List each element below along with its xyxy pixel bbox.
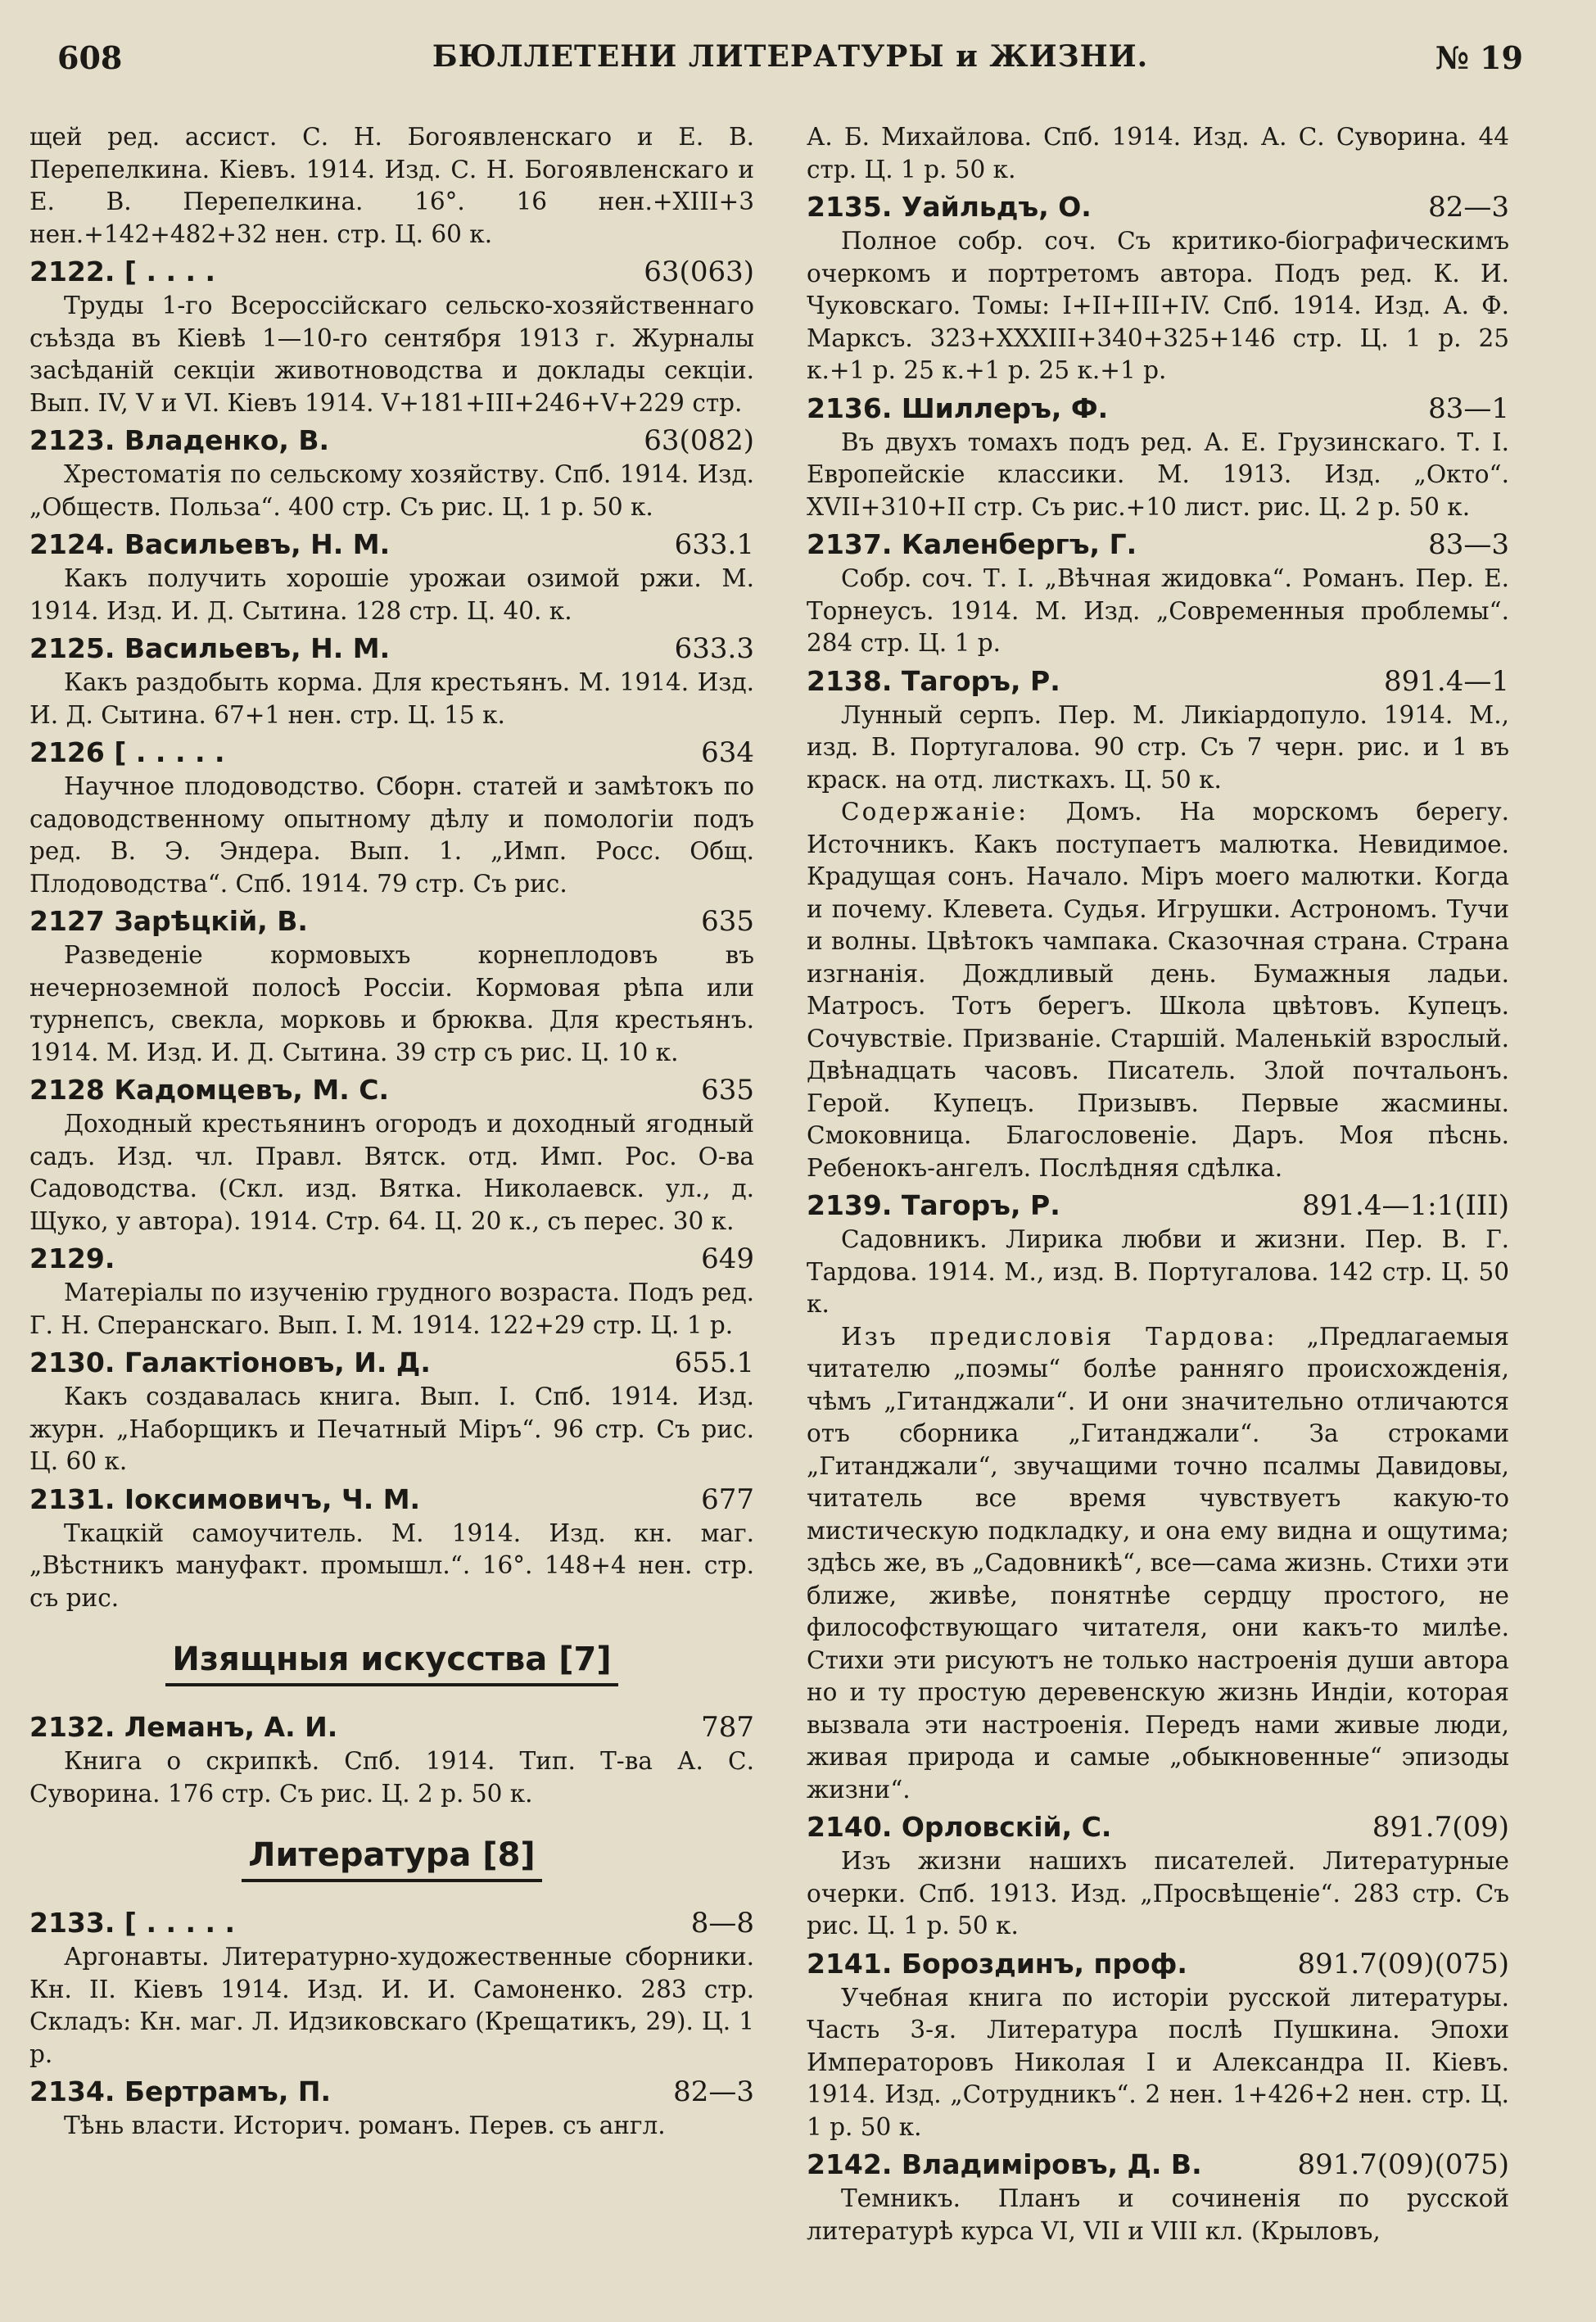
entry-number-author: 2138. Тагоръ, Р. (807, 664, 1060, 697)
classification-code: 63(063) (644, 256, 754, 288)
entry-2127 (29, 903, 754, 1069)
entry-body: Садовникъ. Лирика любви и жизни. Пер. В. Г. Тардова. 1914. М., изд. В. Португалова. 142 стр. Ц. 50 к. (807, 1225, 1509, 1318)
classification-code: 634 (701, 736, 754, 769)
page-number: 608 (57, 39, 123, 76)
classification-code: 8—8 (690, 1907, 754, 1940)
entry-body: щей ред. ассист. С. Н. Богоявленскаго и Е. В. Перепелкина. Кіевъ. 1914. Изд. С. Н. Богоявленскаго и Е. В. Перепелкина. 16°. 16 нен.+XIII+3 нен.+142+482+32 нен. стр. Ц. 60 к. (29, 123, 754, 248)
entry-header (807, 663, 1509, 699)
entry-number-author: 2124. Васильевъ, Н. М. (29, 528, 391, 560)
entry-2137 (807, 527, 1509, 660)
entry-body: Полное собр. соч. Съ критико-біографическимъ очеркомъ и портретомъ автора. Подъ ред. К. И. Чуковскаго. Томы: I+II+III+IV. Спб. 1914. Изд. А. Ф. Марксъ. 323+XXXIII+340+325+146 стр. Ц. 1 р. 25 к.+1 р. 25 к.+1 р. 25 к.+1 р. (807, 227, 1509, 384)
classification-code: 82—3 (1428, 191, 1509, 224)
classification-code: 633.3 (674, 632, 754, 665)
entry-header (29, 2074, 754, 2110)
entry-2141 (807, 1946, 1509, 2144)
entry-header (29, 1482, 754, 1518)
entry-number-author: 2134. Бертрамъ, П. (29, 2075, 331, 2107)
entry-body: Разведеніе кормовыхъ корнеплодовъ въ нечерноземной полосѣ Россіи. Кормовая рѣпа или турнепсъ, свекла, морковь и брюква. Для крестьянъ. 1914. М. Изд. И. Д. Сытина. 39 стр съ рис. Ц. 10 к. (29, 941, 754, 1066)
entry-number-author: 2137. Каленбергъ, Г. (807, 528, 1137, 560)
entry-header (29, 1241, 754, 1277)
entry-body: Какъ создавалась книга. Вып. I. Спб. 1914. Изд. журн. „Наборщикъ и Печатный Міръ“. 96 стр. Съ рис. Ц. 60 к. (29, 1383, 754, 1475)
section-title: Литература [8] (242, 1836, 541, 1882)
entry-2126 (29, 735, 754, 900)
entry-body: Темникъ. Планъ и сочиненія по русской литературѣ курса VI, VII и VIII кл. (Крыловъ, (807, 2184, 1509, 2245)
contents-text: Домъ. На морскомъ берегу. Источникъ. Какъ поступаетъ малютка. Невидимое. Крадущая сонъ. Начало. Міръ моего малютки. Когда и почему. Клевета. Судья. Игрушки. Астрономъ. Тучи и волны. Цвѣтокъ чампака. Сказочная страна. Страна изгнанія. Дождливый день. Бумажныя ладьи. Матросъ. Тотъ берегъ. Школа цвѣтовъ. Купецъ. Сочувствіе. Призваніе. Старшій. Маленькій взрослый. Двѣнадцать часовъ. Писатель. Злой почтальонъ. Герой. Купецъ. Призывъ. Первые жасмины. Смоковница. Благословеніе. Даръ. Моя пѣснь. Ребенокъ-ангелъ. Послѣдняя сдѣлка. (807, 798, 1509, 1182)
entry-body: Учебная книга по исторіи русской литературы. Часть 3-я. Литература послѣ Пушкина. Эпохи Императоровъ Николая I и Александра II. Кіевъ. 1914. Изд. „Сотрудникъ“. 2 нен. 1+426+2 нен. стр. Ц. 1 р. 50 к. (807, 1983, 1509, 2141)
section-heading-literature (29, 1836, 754, 1882)
entry-body: Изъ жизни нашихъ писателей. Литературные очерки. Спб. 1913. Изд. „Просвѣщеніе“. 283 стр. Съ рис. Ц. 1 р. 50 к. (807, 1847, 1509, 1940)
journal-title: БЮЛЛЕТЕНИ ЛИТЕРАТУРЫ и ЖИЗНИ. (432, 39, 1149, 74)
entry-2122 (29, 254, 754, 419)
section-heading-arts (29, 1641, 754, 1686)
entry-fragment (807, 121, 1509, 186)
classification-code: 649 (701, 1242, 754, 1275)
entry-header (807, 1946, 1509, 1982)
entry-header (29, 1905, 754, 1941)
entry-number-author: 2135. Уайльдъ, О. (807, 191, 1092, 223)
entry-header (29, 423, 754, 459)
entry-header (807, 2147, 1509, 2183)
entry-2139 (807, 1188, 1509, 1806)
entry-2130 (29, 1345, 754, 1478)
entry-body: Ткацкій самоучитель. М. 1914. Изд. кн. маг. „Вѣстникъ мануфакт. промышл.“. 16°. 148+4 нен. стр. съ рис. (29, 1519, 754, 1612)
entry-2123 (29, 423, 754, 523)
entry-2133 (29, 1905, 754, 2071)
entry-2124 (29, 527, 754, 627)
entry-fragment (29, 121, 754, 251)
classification-code: 83—1 (1428, 392, 1509, 425)
entry-number-author: 2139. Тагоръ, Р. (807, 1189, 1060, 1221)
entry-number-author: 2142. Владиміровъ, Д. В. (807, 2148, 1202, 2180)
classification-code: 677 (701, 1482, 754, 1516)
classification-code: 891.4—1 (1384, 664, 1509, 698)
classification-code: 83—3 (1428, 528, 1509, 561)
entry-body: Хрестоматія по сельскому хозяйству. Спб. 1914. Изд. „Обществ. Польза“. 400 стр. Съ рис. Ц. 1 р. 50 к. (29, 460, 754, 521)
entry-number-author: 2132. Леманъ, А. И. (29, 1711, 338, 1743)
entry-body: Научное плодоводство. Сборн. статей и замѣтокъ по садоводственному опытному дѣлу и помологіи подъ ред. В. Э. Эндера. Вып. 1. „Имп. Росс. Общ. Плодоводства“. Спб. 1914. 79 стр. Съ рис. (29, 772, 754, 898)
entry-2142 (807, 2147, 1509, 2247)
classification-code: 787 (701, 1711, 754, 1744)
issue-number: № 19 (1435, 39, 1523, 76)
classification-code: 635 (701, 905, 754, 938)
section-title: Изящныя искусства [7] (165, 1641, 617, 1686)
classification-code: 891.7(09)(075) (1297, 2148, 1509, 2181)
entry-2134 (29, 2074, 754, 2143)
entry-number-author: 2128 Кадомцевъ, М. С. (29, 1074, 390, 1106)
entry-header (29, 527, 754, 563)
entry-body: Въ двухъ томахъ подъ ред. А. Е. Грузинскаго. Т. I. Европейскіе классики. М. 1913. Изд. „Окто“. XVII+310+II стр. Съ рис.+10 лист. рис. Ц. 2 р. 50 к. (807, 428, 1509, 521)
entry-header (29, 903, 754, 939)
entry-2138 (807, 663, 1509, 1185)
classification-code: 891.4—1:1(III) (1302, 1189, 1509, 1222)
entry-body: Матеріалы по изученію грудного возраста. Подъ ред. Г. Н. Сперанскаго. Вып. I. М. 1914. 122+29 стр. Ц. 1 р. (29, 1279, 754, 1339)
entry-2125 (29, 631, 754, 731)
entry-2132 (29, 1709, 754, 1810)
entry-number-author: 2126 [ . . . . . (29, 736, 225, 768)
entry-number-author: 2122. [ . . . . (29, 256, 216, 287)
entry-body: Труды 1-го Всероссійскаго сельско-хозяйственнаго съѣзда въ Кіевѣ 1—10-го сентября 1913 г. Журналы засѣданій секціи животноводства и доклады секціи. Вып. IV, V и VI. Кіевъ 1914. V+181+III+246+V+229 стр. (29, 292, 754, 417)
entry-number-author: 2136. Шиллеръ, Ф. (807, 392, 1109, 424)
left-column (29, 121, 754, 2146)
entry-body: Тѣнь власти. Историч. романъ. Перев. съ англ. (64, 2112, 666, 2139)
entry-number-author: 2130. Галактіоновъ, И. Д. (29, 1347, 431, 1378)
classification-code: 891.7(09)(075) (1297, 1947, 1509, 1980)
classification-code: 655.1 (674, 1347, 754, 1379)
entry-header (807, 527, 1509, 563)
entry-header (807, 391, 1509, 427)
entry-header (29, 254, 754, 290)
entry-body: Аргонавты. Литературно-художественные сборники. Кн. II. Кіевъ 1914. Изд. И. И. Самоненко. 283 стр. Складъ: Кн. маг. Л. Идзиковскаго (Крещатикъ, 29). Ц. 1 р. (29, 1943, 754, 2068)
classification-code: 633.1 (674, 528, 754, 561)
classification-code: 635 (701, 1074, 754, 1107)
right-column (807, 121, 1509, 2251)
entry-number-author: 2129. (29, 1242, 115, 1274)
entry-body: Какъ раздобыть корма. Для крестьянъ. М. 1914. Изд. И. Д. Сытина. 67+1 нен. стр. Ц. 15 к. (29, 668, 754, 729)
entry-body: Какъ получить хорошіе урожаи озимой ржи. М. 1914. Изд. И. Д. Сытина. 128 стр. Ц. 40. к. (29, 564, 754, 625)
entry-number-author: 2133. [ . . . . . (29, 1907, 236, 1939)
entry-header (29, 1709, 754, 1745)
entry-number-author: 2140. Орловскій, С. (807, 1811, 1112, 1843)
entry-header (807, 1188, 1509, 1224)
entry-header (29, 1345, 754, 1381)
entry-header (29, 631, 754, 667)
contents-label: Содержаніе: (841, 798, 1029, 826)
preface-note (807, 1321, 1509, 1807)
entry-body: А. Б. Михайлова. Спб. 1914. Изд. А. С. Суворина. 44 стр. Ц. 1 р. 50 к. (807, 123, 1509, 183)
classification-code: 891.7(09) (1372, 1811, 1509, 1844)
entry-body: Доходный крестьянинъ огородъ и доходный ягодный садъ. Изд. чл. Правл. Вятск. отд. Имп. Рос. О-ва Садоводства. (Скл. изд. Вятка. Николаевск. ул., д. Щуко, у автора). 1914. Стр. 64. Ц. 20 к., съ перес. 30 к. (29, 1110, 754, 1235)
entry-header (807, 1809, 1509, 1845)
entry-header (29, 735, 754, 771)
entry-2131 (29, 1482, 754, 1615)
entry-body: Собр. соч. Т. I. „Вѣчная жидовка“. Романъ. Пер. Е. Торнеусъ. 1914. М. Изд. „Современныя проблемы“. 284 стр. Ц. 1 р. (807, 564, 1509, 657)
entry-2129 (29, 1241, 754, 1342)
entry-2135 (807, 189, 1509, 387)
entry-2128 (29, 1072, 754, 1238)
entry-number-author: 2125. Васильевъ, Н. М. (29, 632, 391, 664)
entry-2136 (807, 391, 1509, 524)
entry-2140 (807, 1809, 1509, 1943)
contents-note (807, 796, 1509, 1184)
entry-number-author: 2131. Іоксимовичъ, Ч. М. (29, 1482, 421, 1515)
preface-text: „Предлагаемыя читателю „поэмы“ болѣе ранняго происхожденія, чѣмъ „Гитанджали“. И они значительно отличаются отъ сборника „Гитанджали“. За строками „Гитанджали“, звучащими точно псалмы Давидовы, читатель все время чувствуетъ какую-то мистическую подкладку, и она ему видна и ощутима; здѣсь же, въ „Садовникѣ“, все—сама жизнь. Стихи эти ближе, живѣе, понятнѣе сердцу простого, не философствующаго читателя, они какъ-то милѣе. Стихи эти рисуютъ не только настроенія души автора но и ту простую деревенскую жизнь Индіи, которая вызвала эти настроенія. Передъ нами живые люди, живая природа и самые „обыкновенные“ эпизоды жизни“. (807, 1322, 1509, 1804)
entry-number-author: 2127 Зарѣцкій, В. (29, 905, 308, 937)
classification-code: 63(082) (644, 424, 754, 457)
classification-code: 82—3 (673, 2075, 754, 2108)
page-header (57, 39, 1523, 88)
entry-number-author: 2141. Бороздинъ, проф. (807, 1947, 1187, 1980)
entry-number-author: 2123. Владенко, В. (29, 424, 330, 456)
preface-label: Изъ предисловія Тардова: (841, 1322, 1277, 1351)
entry-header (807, 189, 1509, 225)
entry-header (29, 1072, 754, 1108)
entry-body: Лунный серпъ. Пер. М. Ликіардопуло. 1914. М., изд. В. Португалова. 90 стр. Съ 7 черн. рис. и 1 въ краск. на отд. листкахъ. Ц. 50 к. (807, 700, 1509, 794)
entry-body: Книга о скрипкѣ. Спб. 1914. Тип. Т-ва А. С. Суворина. 176 стр. Съ рис. Ц. 2 р. 50 к. (29, 1747, 754, 1808)
